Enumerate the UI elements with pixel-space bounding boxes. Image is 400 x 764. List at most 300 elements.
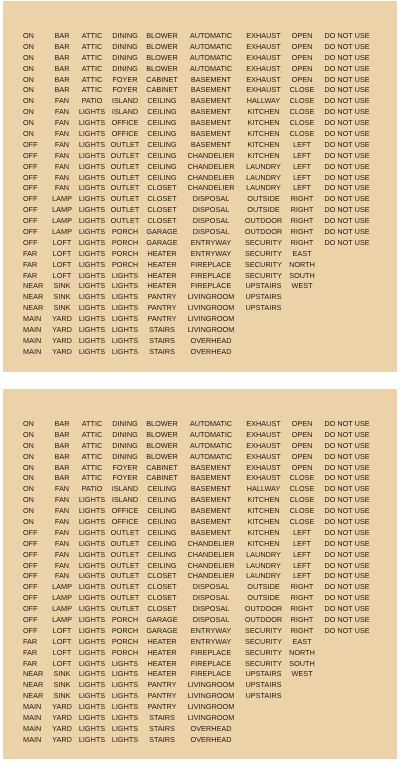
label-cell: LIGHTS [78,582,106,592]
label-cell: DINING [112,52,138,62]
label-cell: LIGHTS [111,680,139,690]
label-cell: DO NOT USE [324,615,370,625]
label-cell: FAN [54,495,70,505]
label-cell: ATTIC [81,462,103,472]
label-cell: FAN [54,150,70,160]
label-cell: YARD [52,702,72,712]
label-row [3,724,397,735]
label-cell: LIGHTS [78,734,106,744]
label-cell: LIGHTS [78,527,106,537]
label-cell: LOFT [52,658,72,668]
label-cell: CLOSE [289,506,315,516]
label-cell: LAUNDRY [246,172,281,182]
label-cell: ON [23,74,34,84]
label-cell: EXHAUST [246,31,281,40]
label-cell: GARAGE [146,625,178,635]
label-cell: DO NOT USE [324,139,370,149]
label-cell: OPEN [291,31,313,40]
label-cell: MAIN [23,702,42,712]
label-cell: DINING [112,451,138,461]
label-cell: OUTLET [110,205,140,215]
label-row [3,691,397,702]
label-cell: ON [23,473,34,483]
label-cell: CLOSE [289,129,315,139]
label-cell: BAR [54,429,70,439]
label-cell: HEATER [147,658,177,668]
label-row [3,347,397,358]
label-cell: AUTOMATIC [189,41,233,51]
label-cell: LIGHTS [78,560,106,570]
label-cell: PORCH [111,636,139,646]
label-cell: YARD [52,346,72,356]
label-cell: OFF [23,183,38,193]
label-row [3,452,397,463]
label-cell: OPEN [291,440,313,450]
label-cell: LIGHTS [78,259,106,269]
label-cell: LIGHTS [78,636,106,646]
label-cell: FAN [54,571,70,581]
label-row [3,473,397,484]
label-cell: FIREPLACE [190,658,232,668]
label-row [3,680,397,691]
label-cell: LIGHTS [78,139,106,149]
label-cell: LAMP [52,593,72,603]
label-cell: FAR [23,248,38,258]
label-cell: BASEMENT [190,74,232,84]
label-cell: LIGHTS [78,281,106,291]
label-row [3,162,397,173]
label-cell: BAR [54,419,70,428]
label-cell: LAMP [52,227,72,237]
label-cell: UPSTAIRS [245,303,282,313]
label-cell: CABINET [146,74,178,84]
label-cell: MAIN [23,325,42,335]
label-cell: DO NOT USE [324,571,370,581]
label-cell: LEFT [293,527,311,537]
label-cell: FAN [54,139,70,149]
label-cell: BASEMENT [190,139,232,149]
label-cell: CEILING [147,549,177,559]
label-cell: EAST [292,636,312,646]
label-cell: DO NOT USE [324,52,370,62]
label-row [3,53,397,64]
label-cell: LEFT [293,571,311,581]
label-cell: LAUNDRY [246,549,281,559]
label-cell: DISPOSAL [192,604,230,614]
label-cell: OUTLET [110,549,140,559]
label-cell: OFF [23,227,38,237]
label-cell: FAN [54,107,70,117]
label-row [3,419,397,430]
label-cell: LIVINGROOM [187,292,235,302]
label-cell: CLOSET [147,582,177,592]
label-row [3,292,397,303]
label-cell: BASEMENT [190,517,232,527]
label-cell: ON [23,440,34,450]
label-cell: OUTLET [110,172,140,182]
label-cell: PORCH [111,227,139,237]
label-cell: DINING [112,41,138,51]
label-cell: CEILING [147,538,177,548]
label-cell: MAIN [23,335,42,345]
label-cell: RIGHT [290,194,314,204]
label-row [3,140,397,151]
label-cell: DO NOT USE [324,194,370,204]
label-cell: ON [23,118,34,128]
label-cell: AUTOMATIC [189,451,233,461]
label-cell: LIGHTS [78,702,106,712]
label-cell: NORTH [289,259,315,269]
label-cell: RIGHT [290,593,314,603]
label-cell: LAMP [52,615,72,625]
label-row [3,96,397,107]
label-cell: DO NOT USE [324,31,370,40]
label-cell: SINK [53,669,71,679]
label-cell: LIVINGROOM [187,314,235,324]
label-cell: CLOSE [289,107,315,117]
label-row [3,528,397,539]
label-row [3,183,397,194]
label-cell: DO NOT USE [324,560,370,570]
label-cell: OUTLET [110,560,140,570]
label-cell: LIGHTS [78,713,106,723]
label-cell: CLOSE [289,118,315,128]
label-row [3,271,397,282]
label-cell: LIGHTS [111,346,139,356]
label-cell: OUTLET [110,150,140,160]
label-cell: CABINET [146,85,178,95]
label-cell: LOFT [52,248,72,258]
label-cell: LIGHTS [78,593,106,603]
label-cell: LOFT [52,237,72,247]
label-cell: DO NOT USE [324,549,370,559]
label-cell: DO NOT USE [324,538,370,548]
label-cell: LIGHTS [78,303,106,313]
label-cell: CEILING [147,484,177,494]
label-cell: STAIRS [149,734,175,744]
label-cell: ATTIC [81,473,103,483]
label-cell: OUTLET [110,216,140,226]
label-cell: LIVINGROOM [187,303,235,313]
label-cell: PORCH [111,237,139,247]
label-cell: DO NOT USE [324,96,370,106]
label-row [3,713,397,724]
label-cell: FAN [54,161,70,171]
label-cell: DO NOT USE [324,429,370,439]
label-cell: SINK [53,292,71,302]
label-cell: LIGHTS [78,647,106,657]
label-cell: LEFT [293,161,311,171]
label-cell: BLOWER [146,419,178,428]
label-cell: ATTIC [81,41,103,51]
label-cell: UPSTAIRS [245,691,282,701]
label-cell: HALLWAY [246,96,281,106]
label-cell: LIGHTS [78,604,106,614]
label-cell: LIGHTS [78,172,106,182]
label-cell: MAIN [23,346,42,356]
label-cell: ON [23,129,34,139]
label-cell: FIREPLACE [190,259,232,269]
label-cell: ATTIC [81,74,103,84]
label-cell: RIGHT [290,625,314,635]
label-cell: PORCH [111,248,139,258]
label-cell: CEILING [147,560,177,570]
label-cell: FAN [54,549,70,559]
label-cell: OUTDOOR [244,615,283,625]
label-cell: OFFICE [111,129,139,139]
label-cell: DO NOT USE [324,419,370,428]
label-row [3,227,397,238]
label-cell: DO NOT USE [324,462,370,472]
label-cell: ATTIC [81,85,103,95]
label-cell: LAUNDRY [246,560,281,570]
label-cell: OUTLET [110,582,140,592]
label-cell: BASEMENT [190,527,232,537]
label-cell: DISPOSAL [192,615,230,625]
label-cell: DINING [112,31,138,40]
label-cell: LIGHTS [111,734,139,744]
label-cell: CHANDELIER [187,549,235,559]
label-cell: LIGHTS [111,335,139,345]
label-cell: LIVINGROOM [187,713,235,723]
label-cell: DO NOT USE [324,625,370,635]
label-cell: KITCHEN [247,495,280,505]
label-cell: ON [23,429,34,439]
label-cell: LIGHTS [111,325,139,335]
label-cell: FAN [54,118,70,128]
label-cell: PORCH [111,647,139,657]
label-row [3,484,397,495]
label-cell: PATIO [81,484,103,494]
label-cell: OUTDOOR [244,227,283,237]
label-row [3,506,397,517]
label-row [3,669,397,680]
label-row [3,336,397,347]
label-cell: ATTIC [81,440,103,450]
label-row [3,173,397,184]
label-row [3,303,397,314]
label-row [3,107,397,118]
label-cell: OUTLET [110,139,140,149]
label-cell: OFF [23,582,38,592]
label-cell: DO NOT USE [324,440,370,450]
label-cell: BASEMENT [190,85,232,95]
label-row [3,194,397,205]
label-row [3,42,397,53]
label-cell: PANTRY [147,314,177,324]
label-cell: STAIRS [149,713,175,723]
label-cell: BLOWER [146,52,178,62]
label-cell: DISPOSAL [192,205,230,215]
label-row [3,517,397,528]
label-cell: RIGHT [290,615,314,625]
label-cell: OUTSIDE [247,194,280,204]
label-cell: PANTRY [147,680,177,690]
label-cell: LIGHTS [78,680,106,690]
label-cell: NEAR [23,303,44,313]
label-cell: LIGHTS [111,723,139,733]
label-cell: AUTOMATIC [189,52,233,62]
label-cell: CEILING [147,150,177,160]
label-cell: CLOSE [289,85,315,95]
label-cell: BLOWER [146,31,178,40]
label-cell: CLOSET [147,571,177,581]
label-row [3,495,397,506]
label-cell: NEAR [23,292,44,302]
label-cell: RIGHT [290,582,314,592]
label-cell: DO NOT USE [324,74,370,84]
label-cell: ATTIC [81,451,103,461]
label-cell: OUTDOOR [244,216,283,226]
label-cell: FIREPLACE [190,281,232,291]
label-cell: LOFT [52,625,72,635]
label-cell: OPEN [291,63,313,73]
label-cell: CLOSET [147,216,177,226]
label-row [3,118,397,129]
label-row [3,550,397,561]
label-cell: OUTLET [110,593,140,603]
label-cell: LIGHTS [78,325,106,335]
label-cell: PORCH [111,625,139,635]
label-cell: UPSTAIRS [245,669,282,679]
label-row [3,604,397,615]
label-cell: OFF [23,216,38,226]
label-cell: UPSTAIRS [245,292,282,302]
label-cell: LIGHTS [78,270,106,280]
label-row [3,31,397,42]
label-cell: ISLAND [111,495,139,505]
label-cell: LIGHTS [78,335,106,345]
label-cell: LIGHTS [78,691,106,701]
label-cell: CEILING [147,517,177,527]
label-cell: LAUNDRY [246,161,281,171]
label-cell: OUTSIDE [247,593,280,603]
label-row [3,561,397,572]
label-cell: KITCHEN [247,107,280,117]
label-cell: LIGHTS [78,248,106,258]
label-cell: SECURITY [245,259,282,269]
label-cell: BLOWER [146,451,178,461]
label-cell: CHANDELIER [187,172,235,182]
label-cell: OVERHEAD [190,346,232,356]
label-cell: SINK [53,680,71,690]
label-cell: LEFT [293,139,311,149]
label-cell: BASEMENT [190,462,232,472]
label-cell: LOFT [52,636,72,646]
label-cell: ISLAND [111,96,139,106]
label-cell: LIGHTS [111,303,139,313]
label-cell: LIGHTS [78,658,106,668]
label-row [3,615,397,626]
label-cell: SECURITY [245,237,282,247]
label-cell: MAIN [23,314,42,324]
label-cell: ON [23,63,34,73]
label-cell: LIGHTS [78,538,106,548]
label-cell: EXHAUST [246,451,281,461]
label-cell: LIGHTS [111,713,139,723]
label-row [3,249,397,260]
label-cell: LEFT [293,183,311,193]
label-cell: EXHAUST [246,85,281,95]
label-cell: NORTH [289,647,315,657]
label-cell: DINING [112,440,138,450]
label-cell: OVERHEAD [190,723,232,733]
label-cell: OFF [23,571,38,581]
label-cell: OFF [23,538,38,548]
label-cell: DO NOT USE [324,517,370,527]
label-cell: CEILING [147,129,177,139]
label-cell: WEST [291,669,313,679]
label-cell: AUTOMATIC [189,419,233,428]
label-cell: LEFT [293,538,311,548]
label-cell: CEILING [147,506,177,516]
label-cell: DO NOT USE [324,107,370,117]
label-cell: HEATER [147,281,177,291]
label-cell: DINING [112,419,138,428]
label-cell: BLOWER [146,63,178,73]
label-cell: RIGHT [290,205,314,215]
label-cell: UPSTAIRS [245,281,282,291]
label-row [3,216,397,227]
label-cell: ON [23,107,34,117]
label-cell: CABINET [146,473,178,483]
label-cell: BLOWER [146,429,178,439]
label-cell: ON [23,517,34,527]
label-cell: DO NOT USE [324,41,370,51]
label-cell: CLOSE [289,484,315,494]
label-cell: CLOSE [289,495,315,505]
label-cell: EXHAUST [246,41,281,51]
label-cell: DO NOT USE [324,161,370,171]
label-cell: DO NOT USE [324,216,370,226]
label-table [3,1,397,358]
label-cell: LIVINGROOM [187,680,235,690]
label-cell: AUTOMATIC [189,440,233,450]
label-cell: STAIRS [149,346,175,356]
label-cell: LIGHTS [111,270,139,280]
label-cell: ENTRYWAY [190,237,232,247]
label-cell: CHANDELIER [187,161,235,171]
label-cell: ATTIC [81,429,103,439]
label-cell: DISPOSAL [192,194,230,204]
label-cell: PATIO [81,96,103,106]
label-cell: DISPOSAL [192,227,230,237]
label-cell: GARAGE [146,237,178,247]
label-cell: HEATER [147,669,177,679]
label-cell: OPEN [291,52,313,62]
label-cell: ENTRYWAY [190,248,232,258]
label-cell: CEILING [147,161,177,171]
label-cell: HALLWAY [246,484,281,494]
label-cell: HEATER [147,636,177,646]
label-cell: CHANDELIER [187,571,235,581]
label-cell: YARD [52,713,72,723]
label-cell: LOFT [52,270,72,280]
label-cell: DISPOSAL [192,593,230,603]
label-cell: BLOWER [146,41,178,51]
label-cell: LEFT [293,560,311,570]
label-cell: OPEN [291,429,313,439]
label-cell: ON [23,495,34,505]
label-cell: PANTRY [147,702,177,712]
label-cell: YARD [52,325,72,335]
label-row [3,582,397,593]
label-cell: BAR [54,473,70,483]
label-cell: YARD [52,335,72,345]
label-cell: CLOSET [147,604,177,614]
label-cell: OUTLET [110,527,140,537]
label-cell: BAR [54,462,70,472]
